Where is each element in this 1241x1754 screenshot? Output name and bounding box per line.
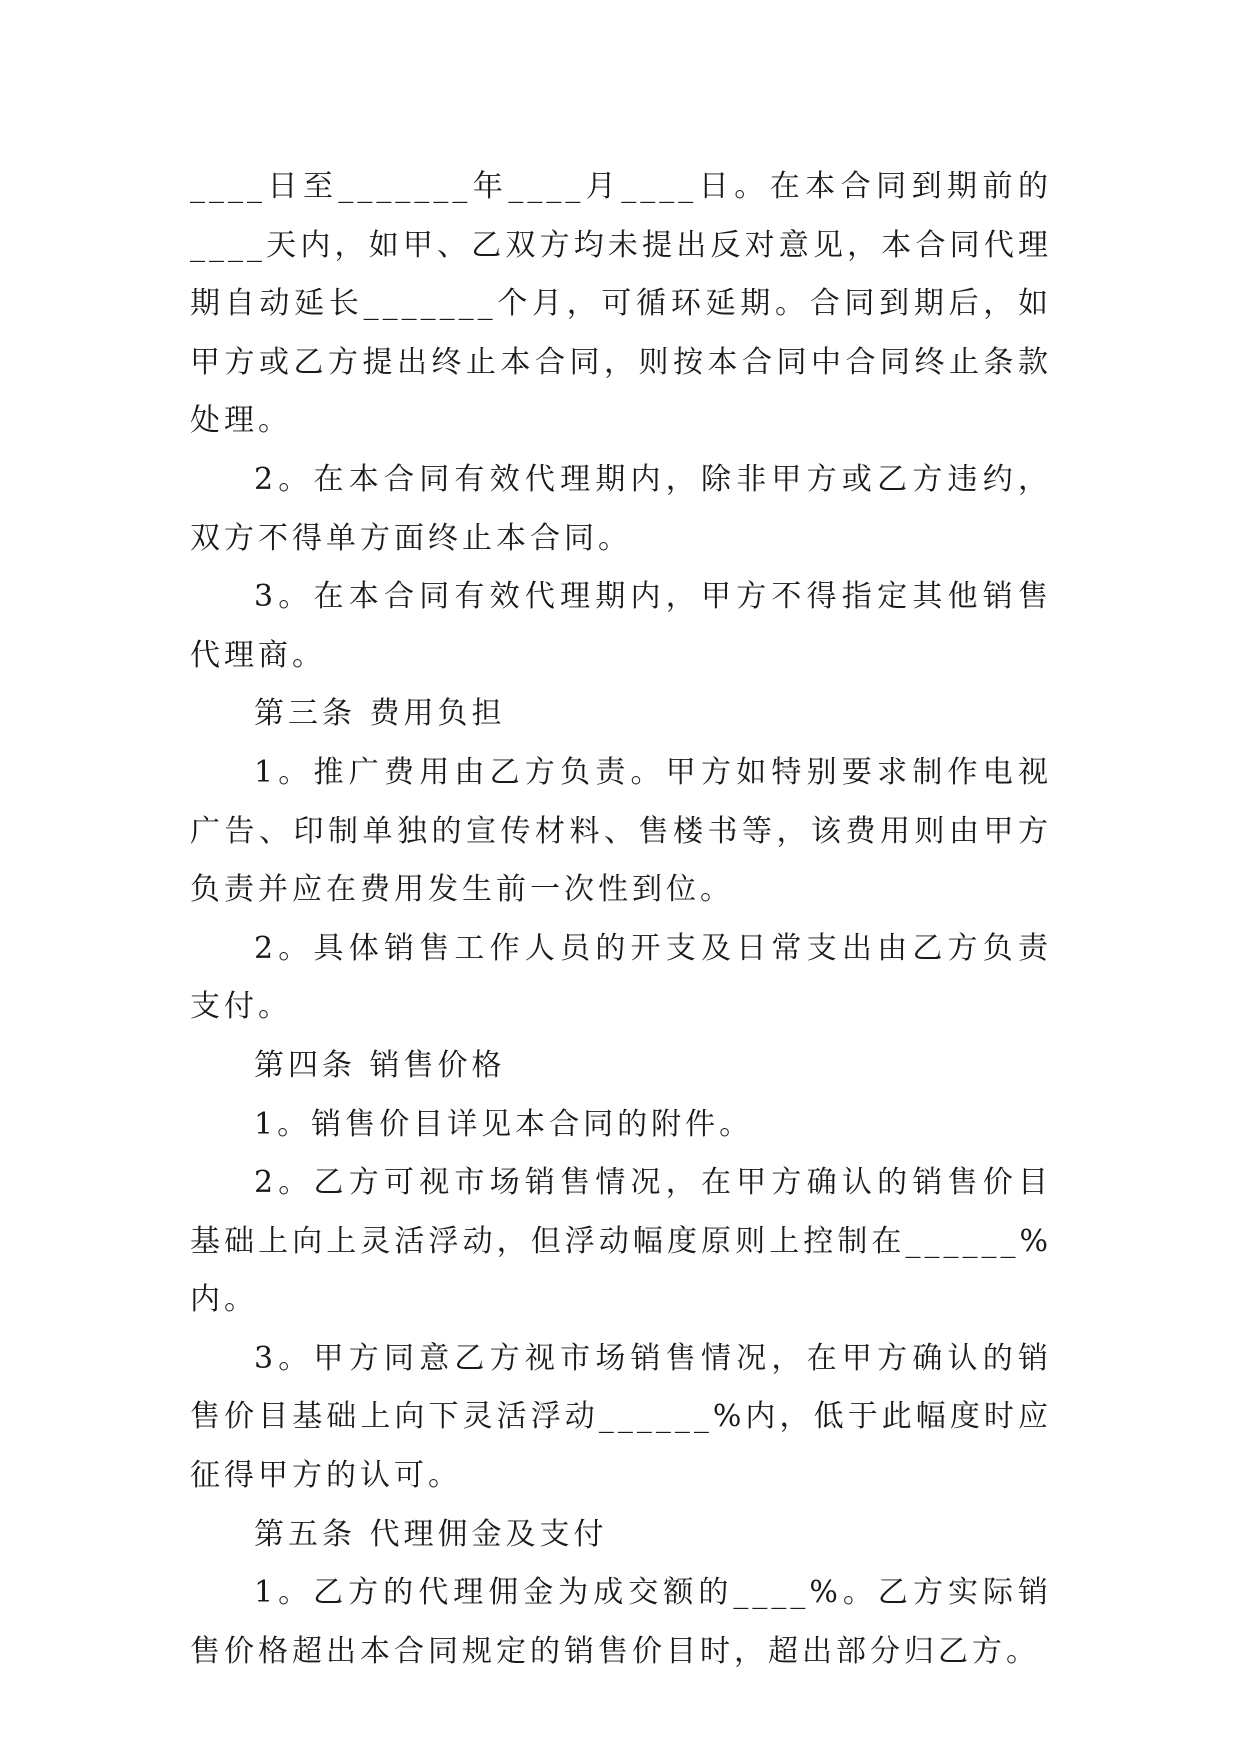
paragraph-promotion-costs: 1。推广费用由乙方负责。甲方如特别要求制作电视广告、印制单独的宣传材料、售楼书等，该费用则由甲方负责并应在费用发生前一次性到位。 [190,754,1052,908]
paragraph-term-extension: ____日至_______年____月____日。在本合同到期前的____天内，如甲、乙双方均未提出反对意见，本合同代理期自动延长_______个月，可循环延期。合同到期后，如甲方或乙方提出终止本合同，则按本合同中合同终止条款处理。 [190,169,1052,439]
paragraph-price-upward: 2。乙方可视市场销售情况，在甲方确认的销售价目基础上向上灵活浮动，但浮动幅度原则上控制在______%内。 [190,1165,1052,1318]
paragraph-exclusive-agent: 3。在本合同有效代理期内，甲方不得指定其他销售代理商。 [190,579,1052,673]
section-heading-pricing: 第四条 销售价格 [254,1047,506,1083]
paragraph-staff-expenses: 2。具体销售工作人员的开支及日常支出由乙方负责支付。 [190,930,1052,1025]
section-heading-costs: 第三条 费用负担 [254,696,506,732]
paragraph-commission-rate: 1。乙方的代理佣金为成交额的____%。乙方实际销售价格超出本合同规定的销售价目时，超出部分归乙方。 [190,1575,1052,1669]
section-heading-commission: 第五条 代理佣金及支付 [254,1516,608,1552]
paragraph-no-unilateral-termination: 2。在本合同有效代理期内，除非甲方或乙方违约，双方不得单方面终止本合同。 [190,461,1052,556]
document-body [190,158,1052,1681]
paragraph-price-downward: 3。甲方同意乙方视市场销售情况，在甲方确认的销售价目基础上向下灵活浮动______%内，低于此幅度时应征得甲方的认可。 [190,1340,1052,1494]
paragraph-price-list: 1。销售价目详见本合同的附件。 [254,1106,754,1142]
